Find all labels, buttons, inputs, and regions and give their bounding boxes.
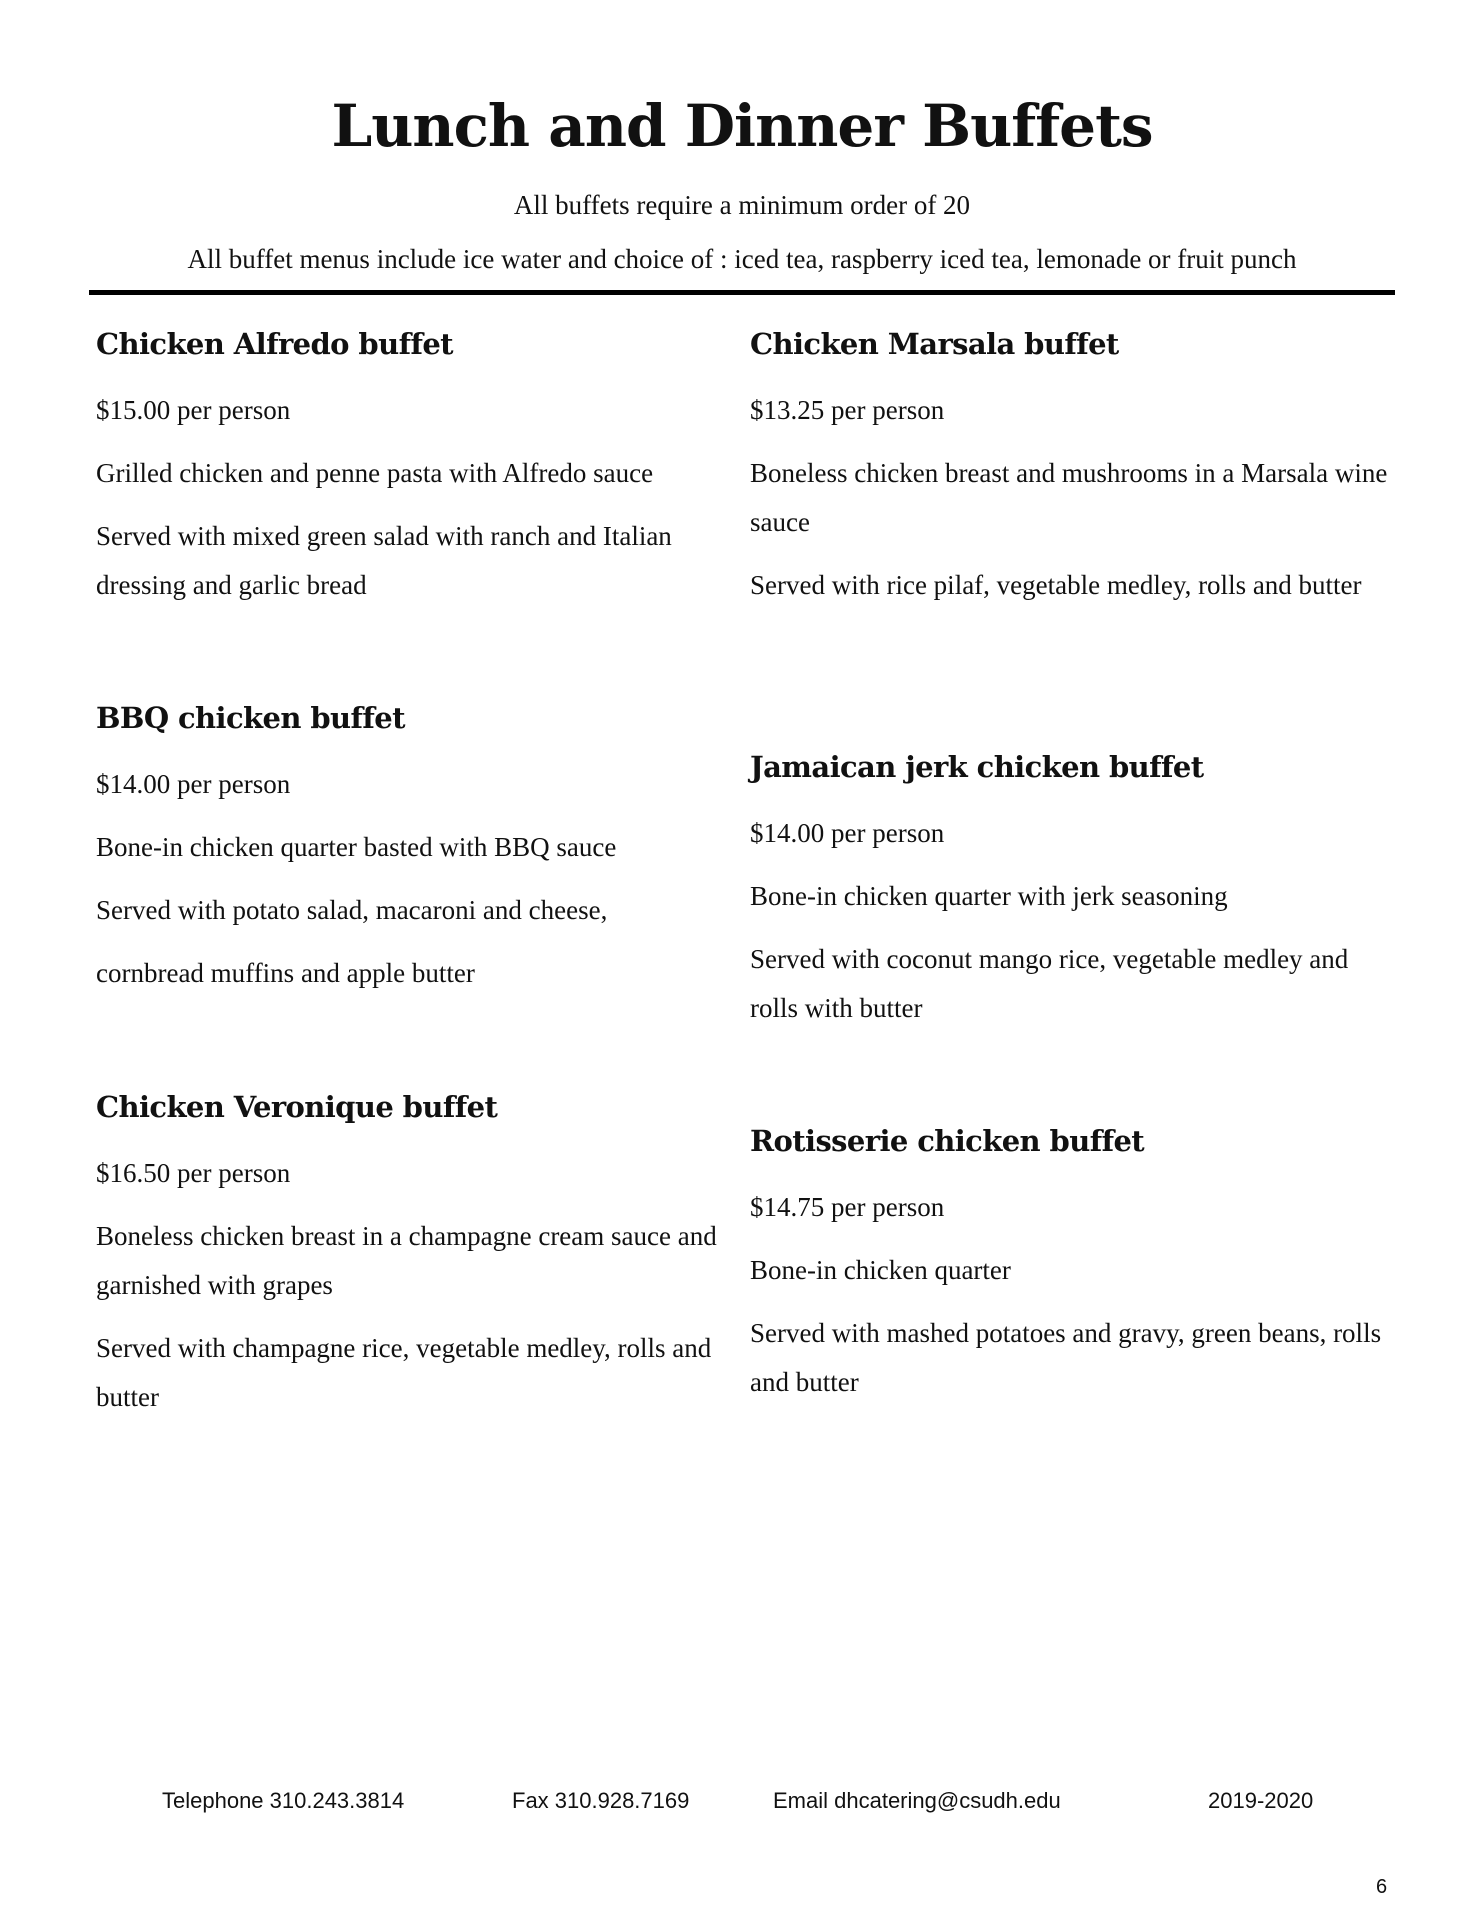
buffet-rotisserie [750, 1121, 1390, 1421]
buffet-veronique [96, 1087, 736, 1436]
buffet-served-with: Served with potato salad, macaroni and cheese, [96, 895, 608, 925]
minimum-order-note: All buffets require a minimum order of 20 [513, 190, 971, 220]
page-title: Lunch and Dinner Buffets [331, 92, 1153, 160]
buffet-served-with-cont: cornbread muffins and apple butter [96, 958, 475, 988]
buffet-alfredo [96, 324, 736, 624]
buffet-jerk [750, 747, 1390, 1047]
footer-email: Email dhcatering@csudh.edu [773, 1788, 1061, 1813]
buffet-name: Chicken Alfredo buffet [96, 327, 453, 361]
buffet-price: $14.75 per person [750, 1192, 945, 1222]
buffet-served-with: Served with mixed green salad with ranch and Italian dressing and garlic bread [96, 521, 672, 600]
buffet-served-with: Served with rice pilaf, vegetable medley, rolls and butter [750, 570, 1362, 600]
buffet-price: $15.00 per person [96, 395, 291, 425]
buffet-price: $13.25 per person [750, 395, 945, 425]
header-divider [89, 290, 1395, 295]
buffet-price: $14.00 per person [96, 769, 291, 799]
buffet-name: Jamaican jerk chicken buffet [750, 750, 1204, 784]
buffet-served-with: Served with coconut mango rice, vegetable medley and rolls with butter [750, 944, 1349, 1023]
buffet-served-with: Served with mashed potatoes and gravy, green beans, rolls and butter [750, 1318, 1382, 1397]
buffet-description: Boneless chicken breast and mushrooms in a Marsala wine sauce [750, 458, 1388, 537]
buffet-name: BBQ chicken buffet [96, 701, 405, 735]
buffet-price: $14.00 per person [750, 818, 945, 848]
buffet-marsala [750, 324, 1390, 624]
buffet-name: Chicken Veronique buffet [96, 1090, 498, 1124]
buffet-served-with: Served with champagne rice, vegetable medley, rolls and butter [96, 1333, 712, 1412]
buffet-price: $16.50 per person [96, 1158, 291, 1188]
buffet-description: Bone-in chicken quarter with jerk seasoning [750, 881, 1228, 911]
footer-fax: Fax 310.928.7169 [512, 1788, 690, 1813]
page-number: 6 [1376, 1876, 1388, 1898]
buffet-bbq [96, 698, 736, 1012]
buffet-description: Bone-in chicken quarter [750, 1255, 1011, 1285]
footer-telephone: Telephone 310.243.3814 [162, 1788, 405, 1813]
buffet-description: Boneless chicken breast in a champagne cream sauce and garnished with grapes [96, 1221, 717, 1300]
buffet-description: Bone-in chicken quarter basted with BBQ sauce [96, 832, 617, 862]
buffet-name: Rotisserie chicken buffet [750, 1124, 1145, 1158]
footer-year: 2019-2020 [1208, 1788, 1314, 1813]
buffet-description: Grilled chicken and penne pasta with Alfredo sauce [96, 458, 654, 488]
beverage-note: All buffet menus include ice water and choice of : iced tea, raspberry iced tea, lemonade or fruit punch [187, 244, 1297, 274]
buffet-name: Chicken Marsala buffet [750, 327, 1119, 361]
